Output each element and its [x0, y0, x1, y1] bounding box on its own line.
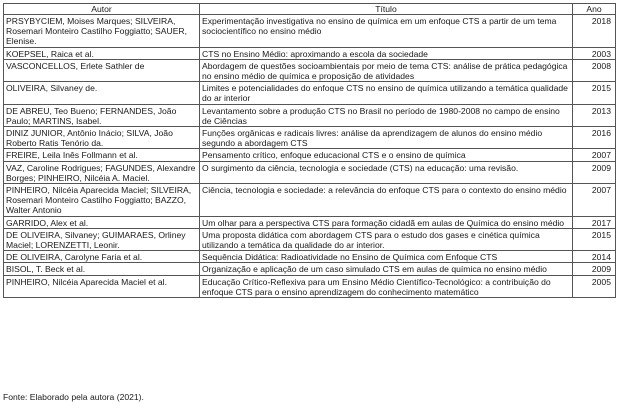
cell-autor: BISOL, T. Beck et al. [4, 263, 200, 275]
table-row [4, 15, 616, 48]
cell-autor: PINHEIRO, Nilcéia Aparecida Maciel et al. [4, 275, 200, 297]
cell-ano: 2013 [573, 104, 616, 126]
cell-autor: KOEPSEL, Raica et al. [4, 47, 200, 59]
header-autor: Autor [4, 4, 200, 15]
cell-titulo: Levantamento sobre a produção CTS no Brasil no período de 1980-2008 no campo de ensino de Ciências [200, 104, 573, 126]
cell-titulo: Educação Crítico-Reflexiva para um Ensino Médio Científico-Tecnológico: a contribuição do enfoque CTS para o ensino aprendizagem do conhecimento matemático [200, 275, 573, 297]
table-row [4, 275, 616, 297]
cell-titulo: CTS no Ensino Médio: aproximando a escola da sociedade [200, 47, 573, 59]
cell-autor: OLIVEIRA, Silvaney de. [4, 82, 200, 104]
cell-ano: 2015 [573, 228, 616, 250]
cell-titulo: Uma proposta didática com abordagem CTS para o estudo dos gases e cinética química utilizando a temática da qualidade do ar interior. [200, 228, 573, 250]
cell-ano: 2008 [573, 59, 616, 81]
table-body [4, 15, 616, 298]
cell-autor: VAZ, Caroline Rodrigues; FAGUNDES, Alexandre Borges; PINHEIRO, Nilcéia A. Maciel. [4, 161, 200, 183]
cell-ano: 2015 [573, 82, 616, 104]
cell-ano: 2014 [573, 251, 616, 263]
table-row [4, 127, 616, 149]
cell-autor: FREIRE, Leila Inês Follmann et al. [4, 149, 200, 161]
cell-ano: 2009 [573, 263, 616, 275]
table-row [4, 47, 616, 59]
cell-ano: 2009 [573, 161, 616, 183]
table-row [4, 263, 616, 275]
cell-ano: 2016 [573, 127, 616, 149]
header-ano: Ano [573, 4, 616, 15]
cell-titulo: Ciência, tecnologia e sociedade: a relevância do enfoque CTS para o contexto do ensino médio [200, 184, 573, 217]
cell-ano: 2007 [573, 149, 616, 161]
header-titulo: Título [200, 4, 573, 15]
cell-titulo: Organização e aplicação de um caso simulado CTS em aulas de química no ensino médio [200, 263, 573, 275]
table-row [4, 82, 616, 104]
cell-autor: PINHEIRO, Nilcéia Aparecida Maciel; SILVEIRA, Rosemari Monteiro Castilho Foggiatto; BAZZO, Walter Antonio [4, 184, 200, 217]
table-row [4, 161, 616, 183]
cell-titulo: O surgimento da ciência, tecnologia e sociedade (CTS) na educação: uma revisão. [200, 161, 573, 183]
cell-autor: DINIZ JUNIOR, Antônio Inácio; SILVA, João Roberto Ratis Tenório da. [4, 127, 200, 149]
cell-ano: 2005 [573, 275, 616, 297]
table-row [4, 216, 616, 228]
table-row [4, 228, 616, 250]
cell-ano: 2003 [573, 47, 616, 59]
table-row [4, 251, 616, 263]
source-note: Fonte: Elaborado pela autora (2021). [3, 392, 144, 402]
cell-autor: DE ABREU, Teo Bueno; FERNANDES, João Paulo; MARTINS, Isabel. [4, 104, 200, 126]
cell-titulo: Um olhar para a perspectiva CTS para formação cidadã em aulas de Química do ensino médio [200, 216, 573, 228]
table-row [4, 149, 616, 161]
cell-titulo: Limites e potencialidades do enfoque CTS no ensino de química utilizando a temática qualidade do ar interior [200, 82, 573, 104]
cell-autor: VASCONCELLOS, Erlete Sathler de [4, 59, 200, 81]
cell-autor: GARRIDO, Alex et al. [4, 216, 200, 228]
cell-titulo: Sequência Didática: Radioatividade no Ensino de Química com Enfoque CTS [200, 251, 573, 263]
cell-titulo: Pensamento crítico, enfoque educacional CTS e o ensino de química [200, 149, 573, 161]
cell-autor: DE OLIVEIRA, Silvaney; GUIMARAES, Orliney Maciel; LORENZETTI, Leonir. [4, 228, 200, 250]
cell-titulo: Abordagem de questões socioambientais por meio de tema CTS: análise de prática pedagógica no ensino médio de química e proposição de atividades [200, 59, 573, 81]
cell-ano: 2017 [573, 216, 616, 228]
cell-autor: PRSYBYCIEM, Moises Marques; SILVEIRA, Rosemari Monteiro Castilho Foggiatto; SAUER, Elenise. [4, 15, 200, 48]
cell-ano: 2007 [573, 184, 616, 217]
cell-ano: 2018 [573, 15, 616, 48]
table-row [4, 184, 616, 217]
table-row [4, 104, 616, 126]
table-row [4, 59, 616, 81]
cell-titulo: Funções orgânicas e radicais livres: análise da aprendizagem de alunos do ensino médio segundo a abordagem CTS [200, 127, 573, 149]
references-table [3, 3, 616, 298]
cell-autor: DE OLIVEIRA, Carolyne Faria et al. [4, 251, 200, 263]
header-row [4, 4, 616, 15]
cell-titulo: Experimentação investigativa no ensino de química em um enfoque CTS a partir de um tema sociocientífico no ensino médio [200, 15, 573, 48]
